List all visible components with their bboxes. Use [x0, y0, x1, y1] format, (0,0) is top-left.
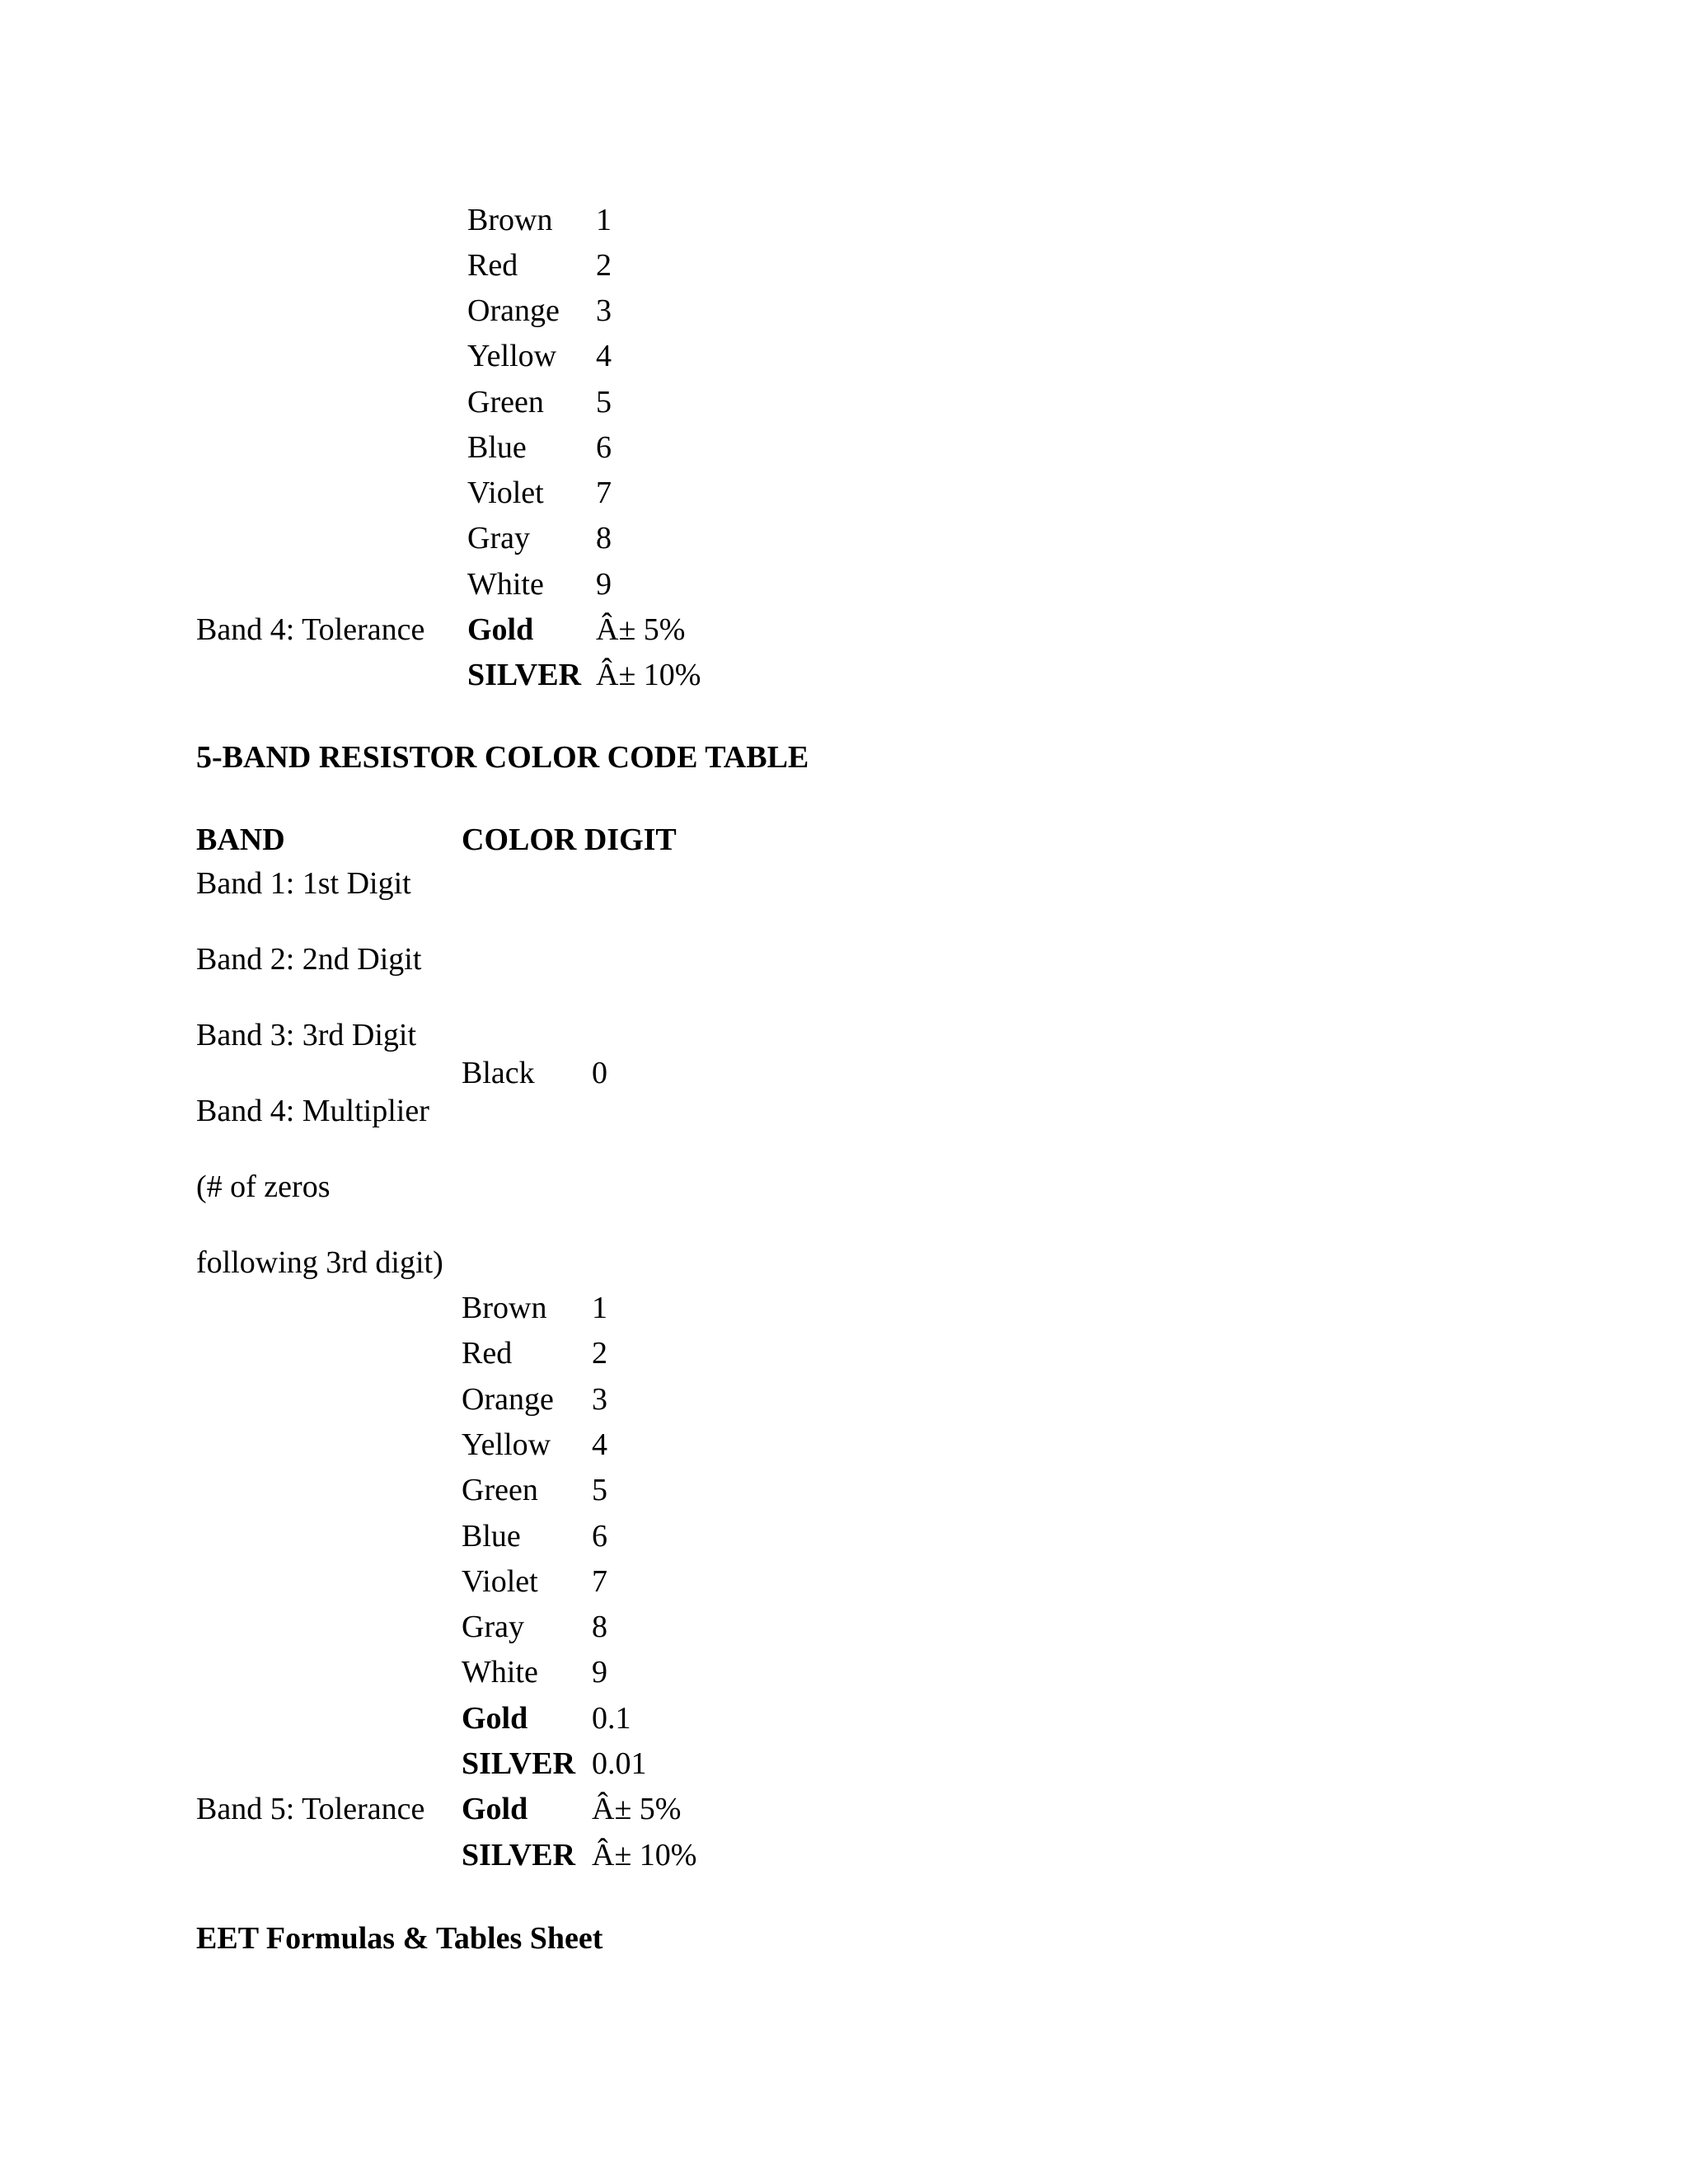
column-header-color-digit: COLOR DIGIT [462, 823, 677, 857]
table-cell-digit: 6 [596, 430, 612, 465]
table-cell-digit: 3 [596, 293, 612, 328]
table-cell-color: Violet [467, 476, 544, 510]
table-cell-color: Violet [462, 1564, 538, 1599]
band-label: (# of zeros [196, 1169, 331, 1204]
table-cell-tolerance: Â± 10% [596, 658, 701, 692]
table-cell-color: White [462, 1655, 538, 1690]
table-cell-color: Gold [462, 1792, 528, 1826]
table-cell-color: Orange [462, 1382, 554, 1417]
table-cell-color: SILVER [462, 1838, 576, 1872]
table-cell-color: Orange [467, 293, 560, 328]
table-cell-color: Blue [467, 430, 527, 465]
table-cell-digit: 9 [592, 1655, 607, 1690]
table-cell-digit: 8 [596, 521, 612, 555]
table-cell-color: SILVER [462, 1746, 576, 1781]
table-cell-tolerance: Â± 5% [596, 612, 686, 647]
table-cell-digit: 8 [592, 1610, 607, 1644]
table-cell-color: Black [462, 1056, 535, 1090]
table-cell-digit: 2 [592, 1336, 607, 1371]
table-cell-color: Green [467, 385, 544, 419]
table-cell-color: Gold [467, 612, 534, 647]
table-cell-digit: 4 [596, 339, 612, 373]
section-title: 5-BAND RESISTOR COLOR CODE TABLE [196, 740, 809, 775]
band-4-tolerance-label: Band 4: Tolerance [196, 612, 425, 647]
table-cell-color: Gray [462, 1610, 524, 1644]
table-cell-digit: 7 [592, 1564, 607, 1599]
table-cell-color: SILVER [467, 658, 582, 692]
column-header-band: BAND [196, 823, 285, 857]
table-cell-multiplier: 0.1 [592, 1701, 631, 1736]
table-cell-multiplier: 0.01 [592, 1746, 647, 1781]
band-label: Band 2: 2nd Digit [196, 942, 422, 977]
table-cell-color: Brown [462, 1291, 547, 1325]
band-label: Band 1: 1st Digit [196, 866, 411, 901]
band-label: Band 3: 3rd Digit [196, 1018, 417, 1052]
table-cell-digit: 6 [592, 1519, 607, 1554]
table-cell-tolerance: Â± 10% [592, 1838, 697, 1872]
table-cell-digit: 5 [592, 1473, 607, 1507]
table-cell-color: Yellow [462, 1427, 551, 1462]
table-cell-digit: 1 [592, 1291, 607, 1325]
table-cell-color: White [467, 567, 544, 602]
table-cell-digit: 0 [592, 1056, 607, 1090]
table-cell-digit: 2 [596, 248, 612, 283]
table-cell-digit: 5 [596, 385, 612, 419]
table-cell-color: Red [462, 1336, 513, 1371]
table-cell-digit: 9 [596, 567, 612, 602]
table-cell-color: Brown [467, 203, 553, 237]
table-cell-digit: 7 [596, 476, 612, 510]
table-cell-color: Red [467, 248, 518, 283]
table-cell-color: Green [462, 1473, 538, 1507]
band-5-tolerance-label: Band 5: Tolerance [196, 1792, 425, 1826]
band-label: following 3rd digit) [196, 1245, 443, 1280]
table-cell-color: Gray [467, 521, 530, 555]
sheet-title: EET Formulas & Tables Sheet [196, 1921, 603, 1956]
table-cell-tolerance: Â± 5% [592, 1792, 682, 1826]
table-cell-digit: 1 [596, 203, 612, 237]
band-label: Band 4: Multiplier [196, 1094, 429, 1128]
table-cell-digit: 4 [592, 1427, 607, 1462]
table-cell-color: Yellow [467, 339, 557, 373]
table-cell-color: Blue [462, 1519, 521, 1554]
table-cell-digit: 3 [592, 1382, 607, 1417]
table-cell-color: Gold [462, 1701, 528, 1736]
